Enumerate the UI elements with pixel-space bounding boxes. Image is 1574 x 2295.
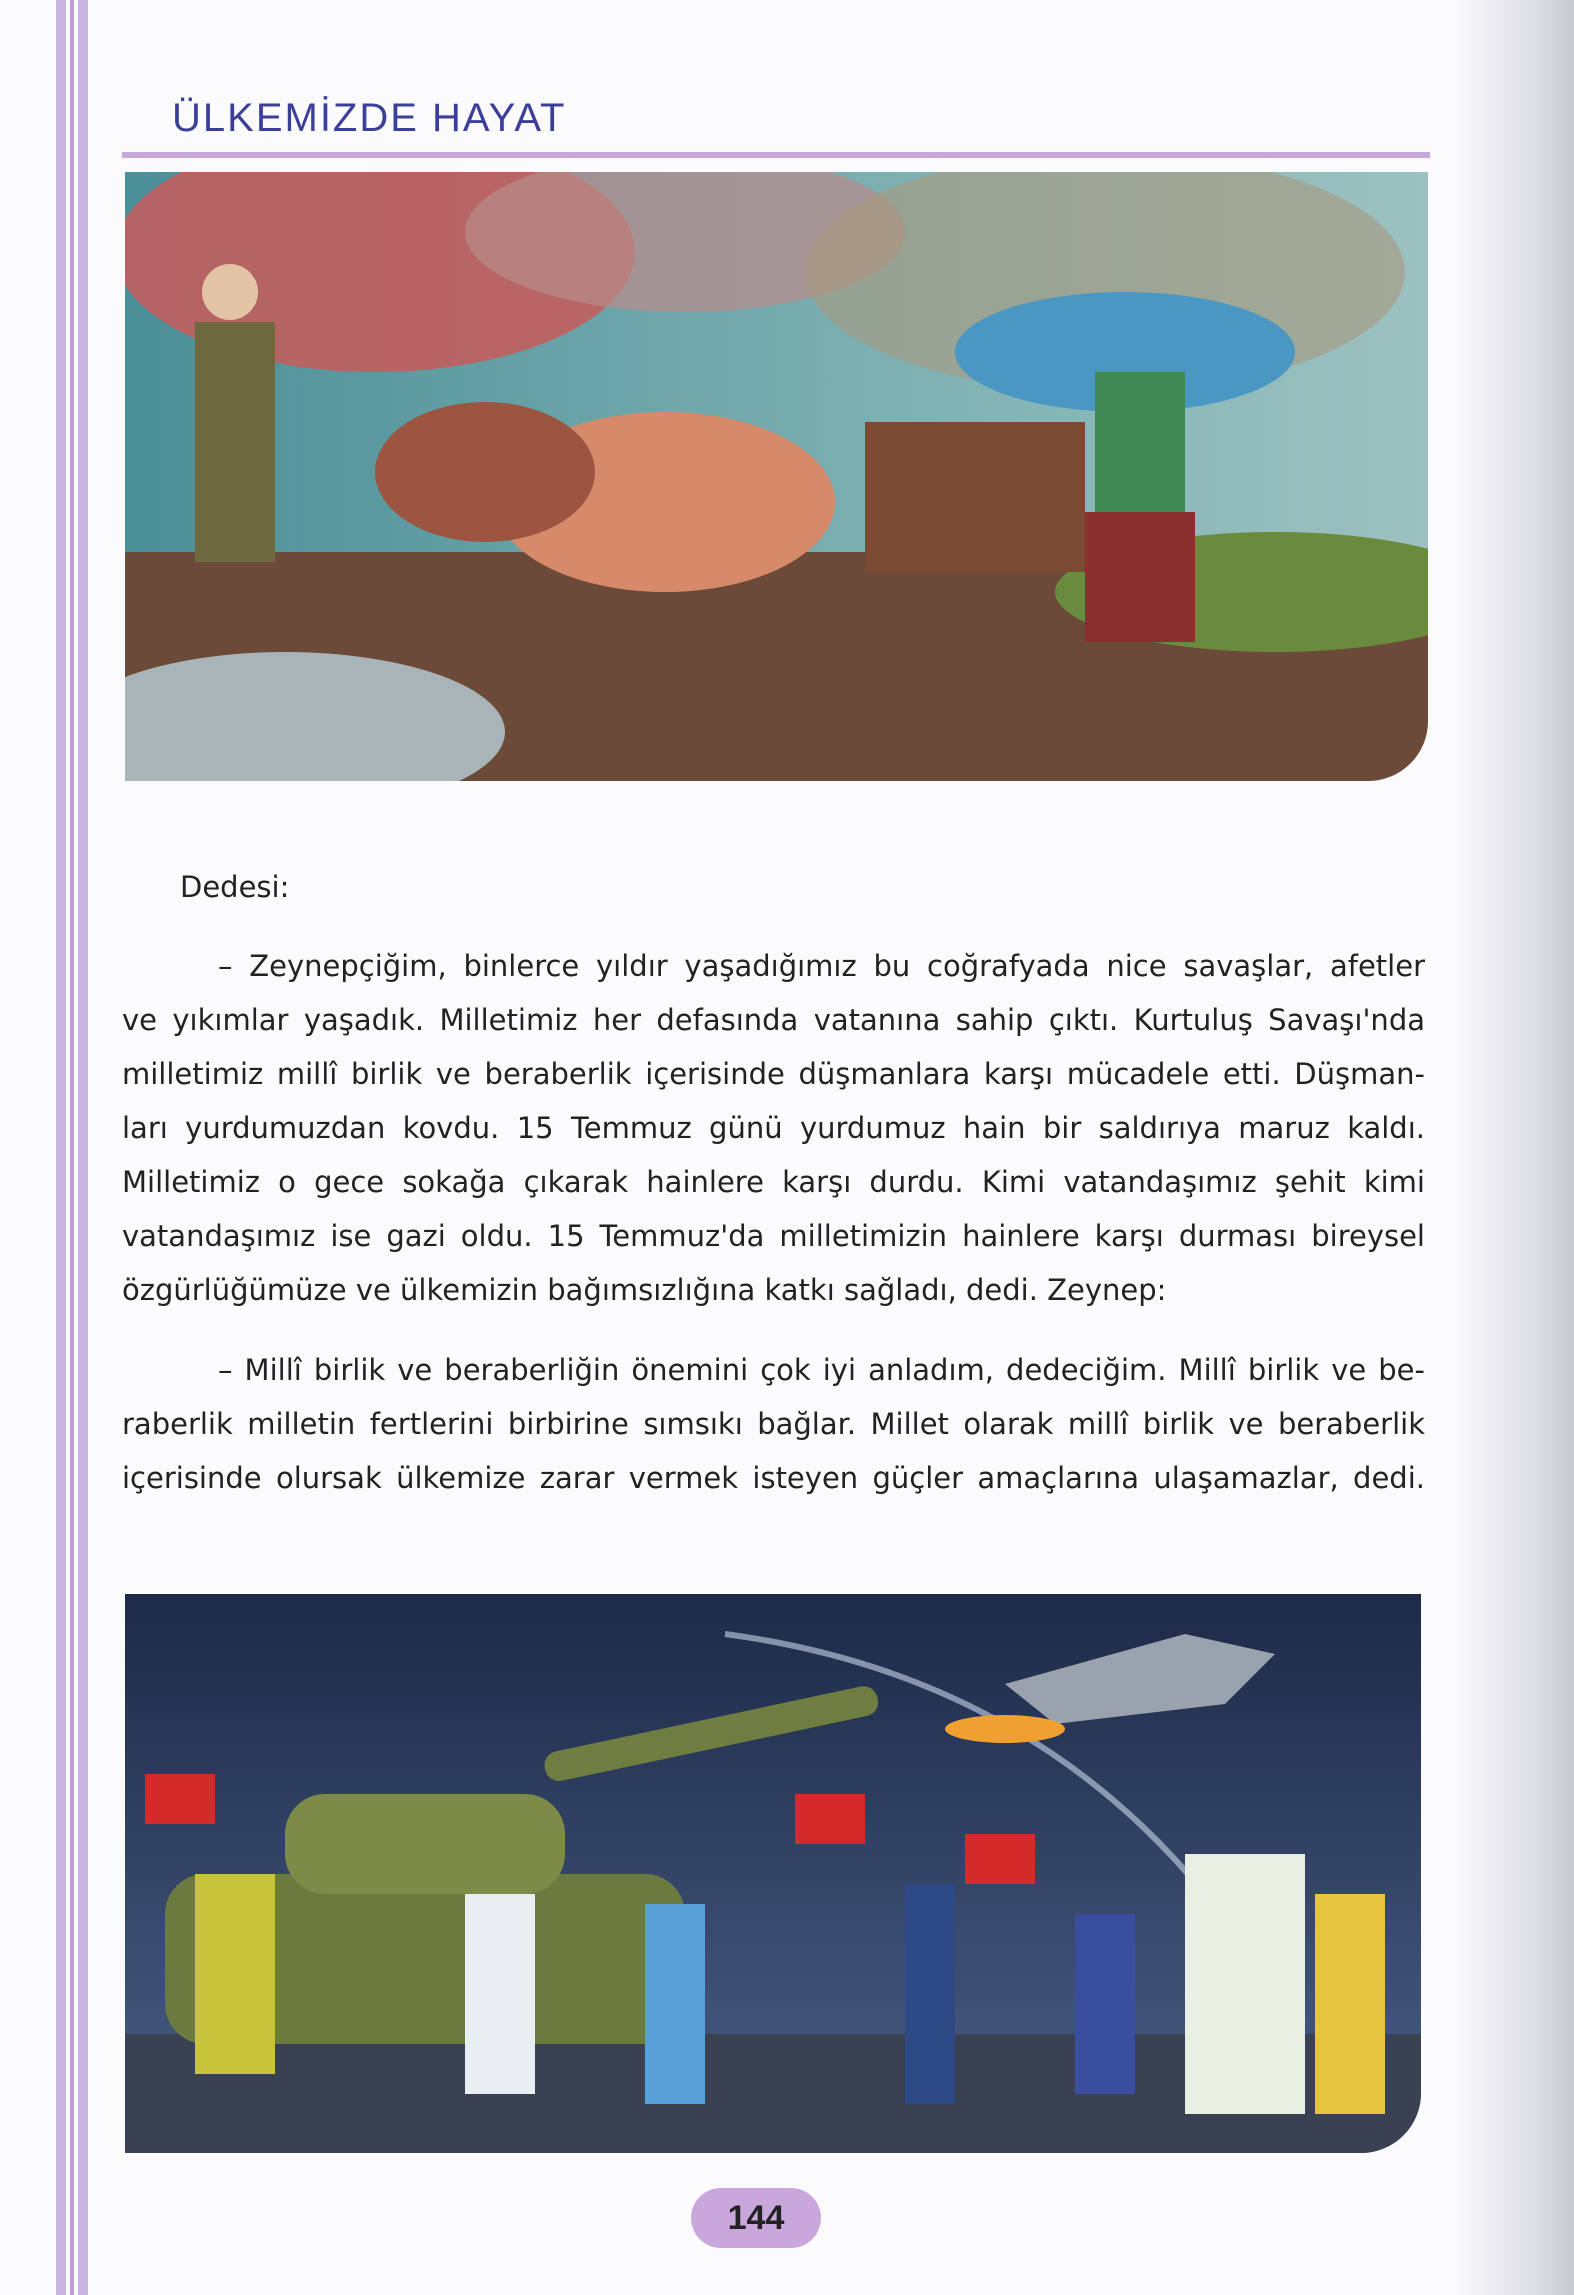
text-line: vatandaşımız ise gazi oldu. 15 Temmuz'da milletimizin hainlere karşı durması bireysel <box>122 1219 1425 1253</box>
margin-stripe <box>56 0 66 2295</box>
text-line: ve yıkımlar yaşadık. Milletimiz her defasında vatanına sahip çıktı. Kurtuluş Savaşı'nda <box>122 1003 1425 1037</box>
page-number: 144 <box>691 2188 821 2248</box>
page-gutter-shadow <box>1454 0 1574 2295</box>
paragraph-zeynep <box>122 1343 1425 1505</box>
paragraph-grandfather <box>122 939 1425 1317</box>
margin-stripe <box>70 0 74 2295</box>
text-line: milletimiz millî birlik ve beraberlik içerisinde düşmanlara karşı mücadele etti. Düşman- <box>122 1057 1425 1091</box>
title-divider <box>122 152 1430 158</box>
text-line: raberlik milletin fertlerini birbirine sımsıkı bağlar. Millet olarak millî birlik ve beraberlik <box>122 1407 1425 1441</box>
speaker-label: Dedesi: <box>180 870 290 904</box>
illustration-war-migration <box>125 172 1428 781</box>
text-line: Milletimiz o gece sokağa çıkarak hainlere karşı durdu. Kimi vatandaşımız şehit kimi <box>122 1165 1425 1199</box>
text-line: – Zeynepçiğim, binlerce yıldır yaşadığımız bu coğrafyada nice savaşlar, afetler <box>218 949 1425 983</box>
illustration-july-15-resistance <box>125 1594 1421 2153</box>
text-line: – Millî birlik ve beraberliğin önemini çok iyi anladım, dedeciğim. Millî birlik ve be- <box>218 1353 1425 1387</box>
margin-stripe <box>78 0 88 2295</box>
section-title: ÜLKEMİZDE HAYAT <box>172 96 567 140</box>
text-line: özgürlüğümüze ve ülkemizin bağımsızlığına katkı sağladı, dedi. Zeynep: <box>122 1273 1167 1307</box>
text-line: içerisinde olursak ülkemize zarar vermek isteyen güçler amaçlarına ulaşamazlar, dedi. <box>122 1461 1425 1495</box>
text-line: ları yurdumuzdan kovdu. 15 Temmuz günü yurdumuz hain bir saldırıya maruz kaldı. <box>122 1111 1425 1145</box>
